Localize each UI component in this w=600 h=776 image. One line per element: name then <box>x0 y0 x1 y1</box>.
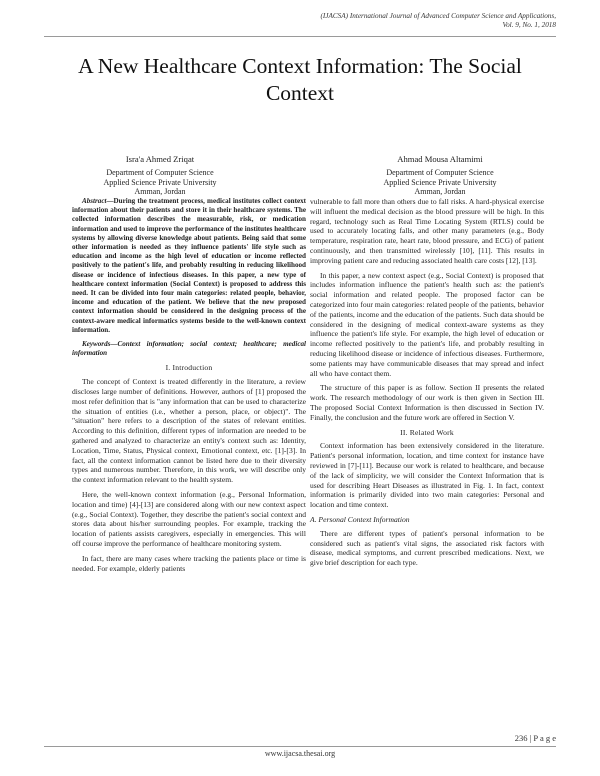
paragraph: vulnerable to fall more than others due to fall risks. A hard-physical exercise will influent the medical decision as the blood pressure will be high. In this regard, technology such as Real Time Locating System (RTLS) could be used to accurately locating falls, and other many parameters (e.g., Body temperature, respiration rate, heart rate, blood pressure, and ECG) of patient continuously, and then transmitted wirelessly [10], [11]. This results in improving patient care and reducing associated health care costs [12], [13]. <box>310 197 544 265</box>
section-heading-related-work: II. Related Work <box>400 427 454 437</box>
journal-header <box>321 12 556 30</box>
paragraph: There are different types of patient's personal information to be considered such as patient's vital signs, the associated risk factors with disease, medical symptoms, and current prescribed medications. Next, we give brief description for each type. <box>310 528 544 568</box>
paragraph: Here, the well-known context information (e.g., Personal Information, location and time) [4]-[13] are considered along with our new context aspect (e.g., Social Context). Together, they describe the patient's social context and stores data about his/her surrounding peoples. For example, tracking the location of patients assists caregivers, especially in emergencies. This will off course improve the performance of healthcare monitoring system. <box>72 490 306 548</box>
paragraph: In this paper, a new context aspect (e.g., Social Context) is proposed that includes information influence the patient's health such as: the patient's social information and related people. The proposed factor can be categorized into four main categories: related people of the patients, behavior of the patients, income and the education of the patients. Such data should be considered in the designing of medical context-aware systems as they influence the patient's life style. For example, the high level of education or income reflected positively to the patient's life, and probably resulting in reducing likelihood disease or incidence of infectious diseases. Furthermore, some patients may have communicable diseases that may spread and infect all who have contact them. <box>310 270 544 378</box>
author-block <box>50 155 270 197</box>
journal-name: (IJACSA) International Journal of Advanced Computer Science and Applications, <box>320 12 556 20</box>
keywords: Keywords—Context information; social context; healthcare; medical information <box>72 340 306 358</box>
section-heading-introduction: I. Introduction <box>165 363 213 373</box>
author-organization: Applied Science Private University <box>383 177 497 187</box>
author-block <box>330 155 550 197</box>
journal-volume: Vol. 9, No. 1, 2018 <box>502 21 556 29</box>
abstract-text: —During the treatment process, medical institutes collect context information about their patients and store it in their healthcare systems. The collected information describes the measurable, risk, or medication information and used to improve the performance of the institutes healthcare systems by allowing diverse knowledge about patients. Being said that some other information is needed as they influence patients' life style such as education and income as the high level of education or income reflected positively to the patient's life, and probably resulting in reducing likelihood disease or incidence of infectious diseases. In this paper, a new type of healthcare context information (Social Context) is proposed to address this need. It can be divided into four main categories: related people, behavior, income and education of the patient. We believe that the new proposed context information should be considered in the designing process of the context-aware medical informatics systems beside to the well-known context information. <box>72 197 306 334</box>
left-column <box>72 197 306 578</box>
paragraph: In fact, there are many cases where tracking the patients place or time is needed. For example, elderly patients <box>72 553 306 573</box>
footer-rule <box>44 746 556 747</box>
author-organization: Applied Science Private University <box>103 177 217 187</box>
author-location: Amman, Jordan <box>414 187 466 197</box>
subsection-heading-personal-context: A. Personal Context Information <box>310 514 410 524</box>
author-name: Isra'a Ahmed Zriqat <box>125 154 195 164</box>
author-location: Amman, Jordan <box>134 187 186 197</box>
header-rule <box>44 36 556 37</box>
author-name: Ahmad Mousa Altamimi <box>397 154 483 164</box>
abstract-lead: Abstract <box>82 197 107 205</box>
paragraph: The concept of Context is treated differently in the literature, a review discloses large number of definitions. However, authors of [1] proposed the most refer definition that is "any information that can be used to characterize the situation of entities (i.e., whether a person, place, or object)". The "situation" here refers to a description of the states of relevant entities. According to this definition, different types of information are needed to be gathered and analyzed to characterize an entity's context such as: Identity, Location, Time, Status, Physical context, Emotional context, etc. [1]-[3]. In fact, all the context information cannot be listed here due to their diversity types and numerous number. Therefore, in this work, we will describe only the context information relevant to the health system. <box>72 377 306 485</box>
paragraph: The structure of this paper is as follow. Section II presents the related work. The research methodology of our work is then given in Section III. The proposed Social Context Information is then discussed in Section IV. Finally, the conclusion and the future work are offered in Section V. <box>310 383 544 422</box>
paper-title: A New Healthcare Context Information: The Social Context <box>78 54 522 105</box>
author-department: Department of Computer Science <box>106 167 214 177</box>
paragraph: Context information has been extensively considered in the literature. Patient's personal information, location, and time context for instance have reviewed in [7]-[11]. Because our work is related to healthcare, and because of the lack of simplicity, we will consider the Context Information that is used for describing Heart Diseases as illustrated in Fig. 1. In fact, context information is primarily divided into two main categories: Personal and location and time context. <box>310 441 544 510</box>
footer-url: www.ijacsa.thesai.org <box>264 749 336 758</box>
right-column <box>310 197 544 573</box>
author-department: Department of Computer Science <box>386 167 494 177</box>
page-number: 236 | P a g e <box>514 733 556 743</box>
abstract <box>72 197 306 335</box>
